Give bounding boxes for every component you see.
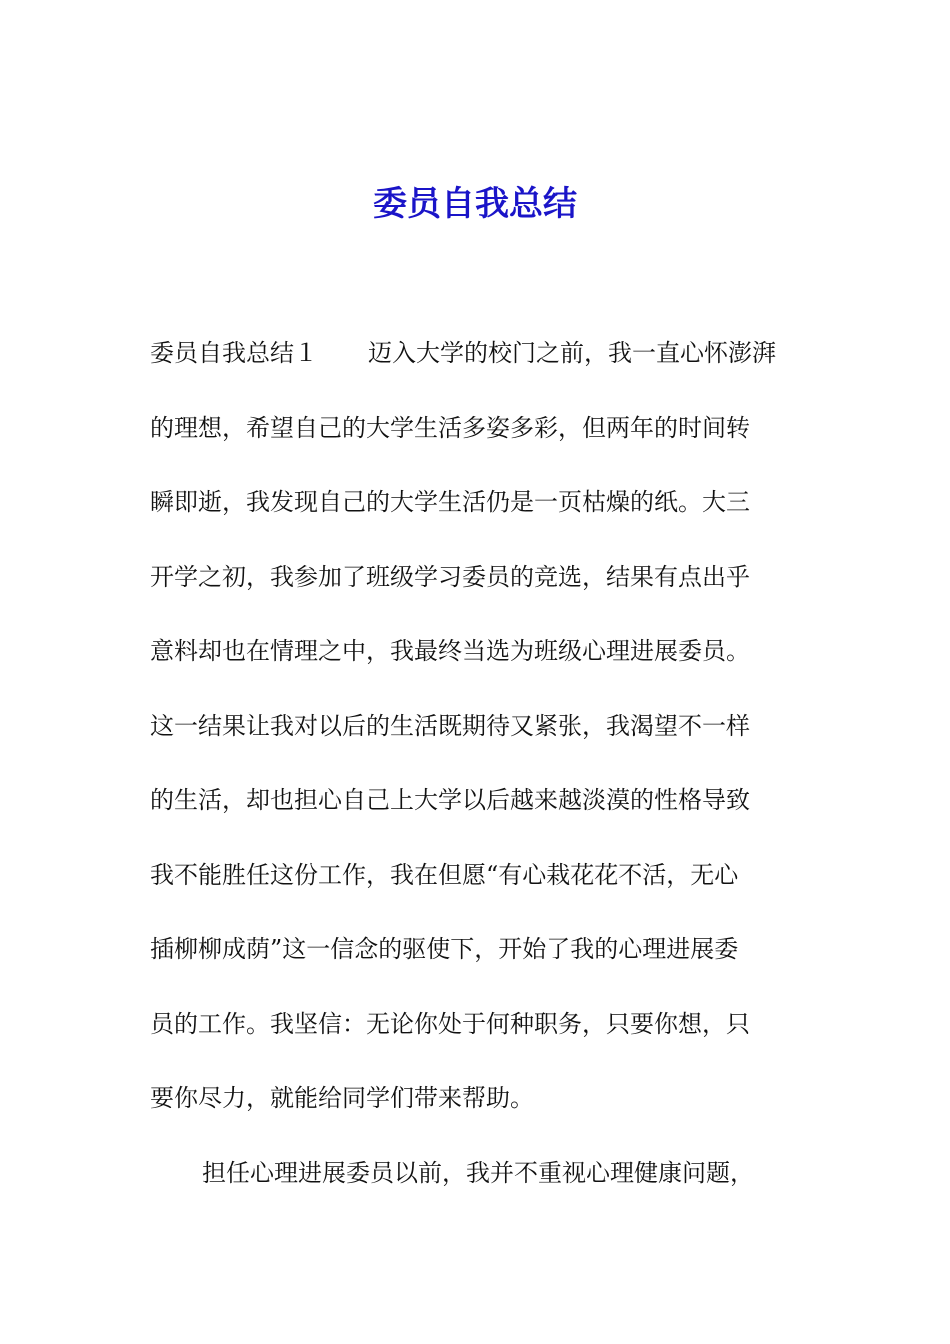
text-line: 员的工作。我坚信：无论你处于何种职务，只要你想，只 [150,1009,750,1038]
text-line: 开学之初，我参加了班级学习委员的竞选，结果有点出乎 [150,562,750,591]
text-line: 担任心理进展委员以前，我并不重视心理健康问题， [202,1158,754,1187]
text-line: 我不能胜任这份工作，我在但愿“有心栽花花不活，无心 [150,860,739,889]
text-line: 瞬即逝，我发现自己的大学生活仍是一页枯燥的纸。大三 [150,488,750,516]
paragraph-2-line-1 [150,1136,802,1211]
text-line: 这一结果让我对以后的生活既期待又紧张，我渴望不一样 [150,711,750,740]
text-line: 的生活，却也担心自己上大学以后越来越淡漠的性格导致 [150,786,750,814]
document-title: 委员自我总结 [373,184,577,224]
text-line: 要你尽力，就能给同学们带来帮助。 [150,1084,534,1112]
paragraph-1-line-1 [150,316,802,391]
text-line: 迈入大学的校门之前，我一直心怀澎湃 [368,339,776,367]
text-line: 意料却也在情理之中，我最终当选为班级心理进展委员。 [150,637,750,665]
text-line: 的理想，希望自己的大学生活多姿多彩，但两年的时间转 [150,413,750,442]
document-body [150,316,802,1210]
section-heading: 委员自我总结１ [150,339,318,367]
text-line: 插柳柳成荫”这一信念的驱使下，开始了我的心理进展委 [150,935,739,963]
